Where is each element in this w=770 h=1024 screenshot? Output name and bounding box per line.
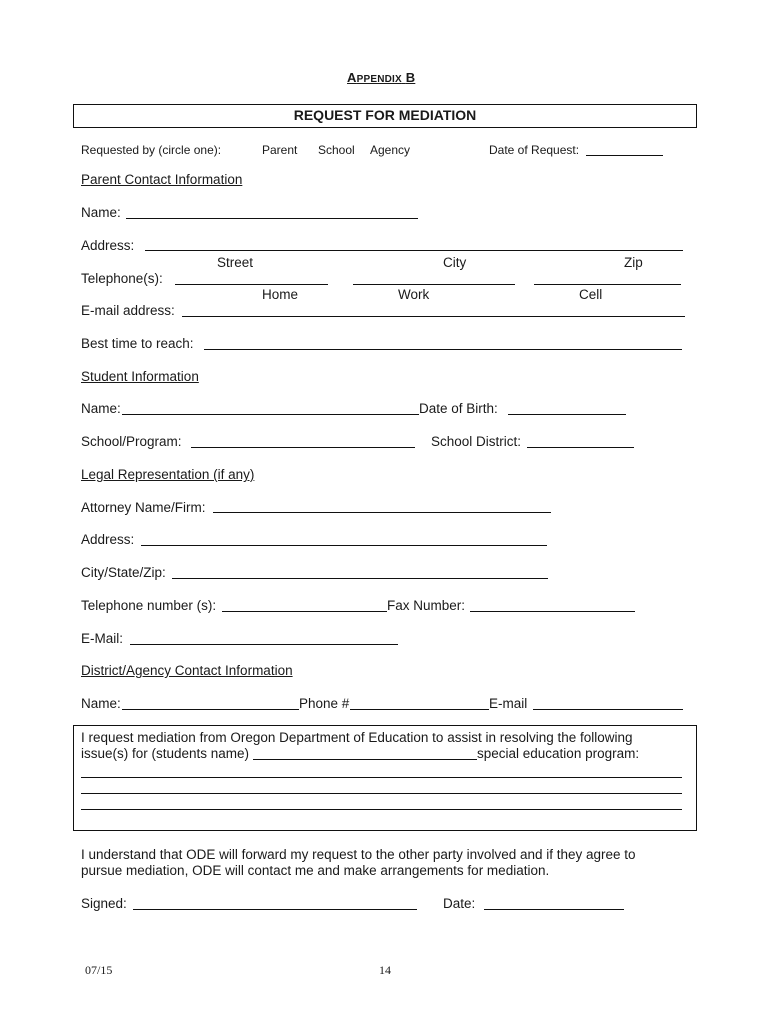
issue-line-1[interactable]: [81, 777, 682, 778]
requested-by-label: Requested by (circle one):: [81, 143, 222, 157]
page-title: REQUEST FOR MEDIATION: [293, 107, 477, 123]
best-time-field[interactable]: [204, 349, 682, 350]
best-time-label: Best time to reach:: [81, 336, 194, 351]
option-parent[interactable]: Parent: [262, 143, 298, 157]
school-program-field[interactable]: [191, 447, 415, 448]
parent-address-label: Address:: [81, 238, 135, 253]
parent-section-heading: Parent Contact Information: [81, 172, 243, 187]
parent-name-field[interactable]: [126, 218, 418, 219]
telephone-work-field[interactable]: [353, 284, 515, 285]
page-number: 14: [379, 963, 391, 977]
student-name-field[interactable]: [122, 414, 419, 415]
legal-section-heading: Legal Representation (if any): [81, 467, 255, 482]
fax-label: Fax Number:: [387, 598, 466, 613]
district-name-label: Name:: [81, 696, 121, 711]
signed-label: Signed:: [81, 896, 127, 911]
dob-label: Date of Birth:: [419, 401, 498, 416]
fax-field[interactable]: [470, 611, 635, 612]
request-line-2-end: special education program:: [477, 746, 640, 761]
telephone-cell-field[interactable]: [534, 284, 681, 285]
issue-line-2[interactable]: [81, 793, 682, 794]
address-zip-caption: Zip: [624, 255, 643, 270]
telephone-work-caption: Work: [398, 287, 430, 302]
district-phone-field[interactable]: [350, 709, 489, 710]
date-of-request-field[interactable]: [586, 155, 663, 156]
telephone-home-field[interactable]: [175, 284, 328, 285]
issue-line-3[interactable]: [81, 809, 682, 810]
legal-email-field[interactable]: [130, 644, 398, 645]
option-agency[interactable]: Agency: [370, 143, 411, 157]
district-section-heading: District/Agency Contact Information: [81, 663, 293, 678]
student-name-label: Name:: [81, 401, 121, 416]
understand-line-1: I understand that ODE will forward my request to the other party involved and if they agree to: [81, 847, 636, 862]
dob-field[interactable]: [508, 414, 626, 415]
students-name-field[interactable]: [253, 759, 477, 760]
legal-phone-field[interactable]: [222, 611, 387, 612]
legal-address-label: Address:: [81, 532, 135, 547]
email-address-label: E-mail address:: [81, 303, 175, 318]
city-state-zip-field[interactable]: [172, 578, 548, 579]
email-address-field[interactable]: [182, 316, 685, 317]
school-district-field[interactable]: [527, 447, 634, 448]
address-street-caption: Street: [217, 255, 254, 270]
school-program-label: School/Program:: [81, 434, 182, 449]
attorney-label: Attorney Name/Firm:: [81, 500, 206, 515]
option-school[interactable]: School: [318, 143, 355, 157]
request-line-1: I request mediation from Oregon Department of Education to assist in resolving the following: [81, 730, 633, 745]
telephone-cell-caption: Cell: [579, 287, 603, 302]
student-section-heading: Student Information: [81, 369, 199, 384]
footer-date: 07/15: [85, 963, 113, 977]
attorney-field[interactable]: [213, 512, 551, 513]
legal-phone-label: Telephone number (s):: [81, 598, 217, 613]
district-email-label: E-mail: [489, 696, 528, 711]
request-line-2-start: issue(s) for (students name): [81, 746, 250, 761]
date-of-request-label: Date of Request:: [489, 143, 580, 157]
signature-date-field[interactable]: [484, 909, 624, 910]
school-district-label: School District:: [431, 434, 522, 449]
parent-name-label: Name:: [81, 205, 121, 220]
legal-email-label: E-Mail:: [81, 631, 124, 646]
district-phone-label: Phone #: [299, 696, 350, 711]
understand-line-2: pursue mediation, ODE will contact me and make arrangements for mediation.: [81, 863, 550, 878]
telephone-label: Telephone(s):: [81, 271, 163, 286]
signature-date-label: Date:: [443, 896, 476, 911]
parent-address-field[interactable]: [145, 250, 683, 251]
city-state-zip-label: City/State/Zip:: [81, 565, 166, 580]
legal-address-field[interactable]: [141, 545, 547, 546]
telephone-home-caption: Home: [262, 287, 299, 302]
district-name-field[interactable]: [122, 709, 299, 710]
address-city-caption: City: [443, 255, 467, 270]
signature-field[interactable]: [133, 909, 417, 910]
district-email-field[interactable]: [533, 709, 683, 710]
appendix-heading: APPENDIX B: [347, 70, 416, 85]
